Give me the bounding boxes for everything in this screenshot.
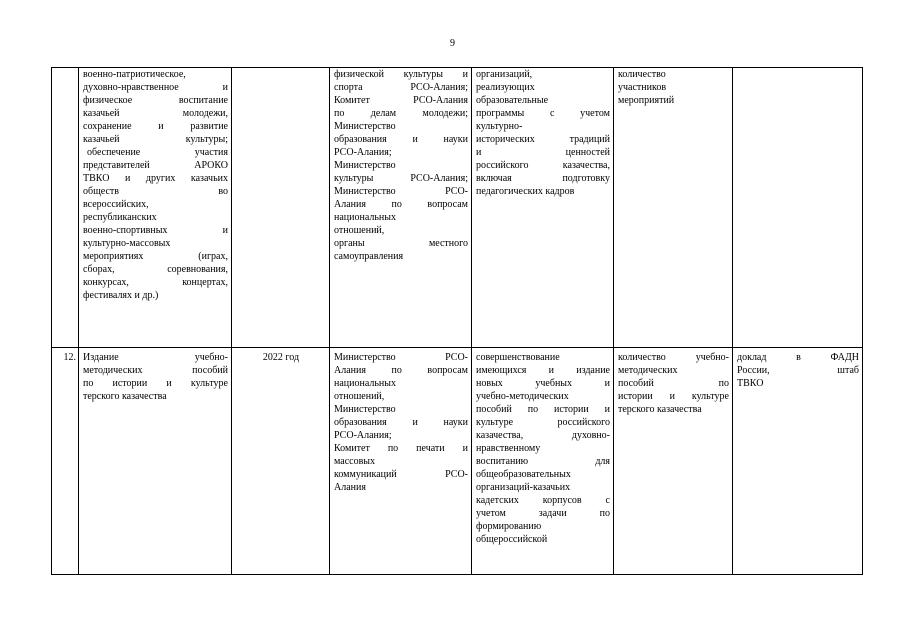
event-line: терского казачества [83,391,167,402]
result-line: российского казачества, [476,160,610,171]
result-line: и ценностей [476,147,610,158]
indicator-line: мероприятий [618,95,675,106]
table-row [52,348,863,575]
executors-line: физической культуры и [334,69,468,80]
indicator-line: количество [618,69,666,80]
indicator-line: истории и культуре [618,391,729,402]
result-line: формированию [476,521,542,532]
result-line: культуре российского [476,417,610,428]
result-line: воспитанию для [476,456,610,467]
indicator-line: терского казачества [618,404,702,415]
result-line: включая подготовку [476,173,610,184]
indicator-cell [614,68,733,348]
result-line: учетом задачи по [476,508,610,519]
event-line: Издание учебно- [83,352,228,363]
row-number: 12. [63,352,76,363]
executors-line: РСО-Алания; [334,147,392,158]
indicator-cell [614,348,733,575]
deadline-cell [232,348,330,575]
row-number-cell [52,68,79,348]
result-line: казачества, духовно- [476,430,610,441]
executors-line: Министерство РСО- [334,352,468,363]
executors-line: образования и науки [334,134,468,145]
event-line: казачьей молодежи, [83,108,228,119]
executors-line: коммуникаций РСО- [334,469,468,480]
report-cell [733,348,863,575]
executors-line: Комитет РСО-Алания [334,95,468,106]
table-body [52,68,863,575]
event-line: культурно-массовых [83,238,171,249]
plan-table [51,67,863,575]
executors-line: Алания по вопросам [334,199,468,210]
deadline-cell [232,68,330,348]
result-cell [472,348,614,575]
event-line: сборах, соревнования, [83,264,228,275]
event-line: мероприятиях (играх, [83,251,228,262]
executors-line: Министерство [334,121,396,132]
event-line: по истории и культуре [83,378,228,389]
page-number: 9 [450,38,455,49]
report-line: доклад в ФАДН [737,352,859,363]
executors-line: по делам молодежи; [334,108,468,119]
executors-cell [330,68,472,348]
result-line: новых учебных и [476,378,610,389]
indicator-line: пособий по [618,378,729,389]
event-cell [79,348,232,575]
event-line: фестивалях и др.) [83,290,159,301]
result-line: организаций, [476,69,533,80]
event-line: духовно-нравственное и [83,82,228,93]
event-line: казачьей культуры; [83,134,228,145]
executors-line: массовых [334,456,376,467]
indicator-line: участников [618,82,667,93]
result-line: нравственному [476,443,541,454]
executors-line: самоуправления [334,251,404,262]
result-line: общероссийской [476,534,548,545]
executors-line: Алания [334,482,366,493]
result-line: образовательные [476,95,549,106]
executors-line: РСО-Алания; [334,430,392,441]
event-cell [79,68,232,348]
indicator-line: методических [618,365,678,376]
result-line: педагогических кадров [476,186,575,197]
event-line: ТВКО и других казачьих [83,173,228,184]
executors-line: Министерство РСО- [334,186,468,197]
executors-line: образования и науки [334,417,468,428]
result-line: исторических традиций [476,134,610,145]
executors-line: национальных [334,212,396,223]
result-line: реализующих [476,82,535,93]
executors-line: отношений, [334,225,385,236]
executors-line: спорта РСО-Алания; [334,82,468,93]
executors-line: Министерство [334,160,396,171]
event-line: обеспечение участия [87,147,228,158]
result-line: культурно- [476,121,523,132]
result-line: общеобразовательных [476,469,571,480]
executors-line: органы местного [334,238,468,249]
report-cell [733,68,863,348]
executors-line: отношений, [334,391,385,402]
event-line: методических пособий [83,365,228,376]
executors-line: Комитет по печати и [334,443,468,454]
event-line: республиканских [83,212,157,223]
result-line: кадетских корпусов с [476,495,610,506]
indicator-line: количество учебно- [618,352,729,363]
executors-line: Министерство [334,404,396,415]
result-line: учебно-методических [476,391,569,402]
result-line: имеющихся и издание [476,365,610,376]
row-number-cell [52,348,79,575]
event-line: военно-патриотическое, [83,69,186,80]
event-line: конкурсах, концертах, [83,277,228,288]
event-line: всероссийских, [83,199,149,210]
executors-cell [330,348,472,575]
deadline: 2022 год [262,352,300,363]
result-line: пособий по истории и [476,404,610,415]
event-line: представителей АРОКО [83,160,228,171]
event-line: обществ во [83,186,228,197]
result-line: организаций-казачьих [476,482,571,493]
result-line: программы с учетом [476,108,610,119]
result-line: совершенствование [476,352,560,363]
result-cell [472,68,614,348]
executors-line: национальных [334,378,396,389]
table-row [52,68,863,348]
executors-line: культуры РСО-Алания; [334,173,468,184]
report-line: России, штаб [737,365,859,376]
event-line: военно-спортивных и [83,225,228,236]
event-line: сохранение и развитие [83,121,228,132]
executors-line: Алания по вопросам [334,365,468,376]
event-line: физическое воспитание [83,95,228,106]
report-line: ТВКО [737,378,764,389]
